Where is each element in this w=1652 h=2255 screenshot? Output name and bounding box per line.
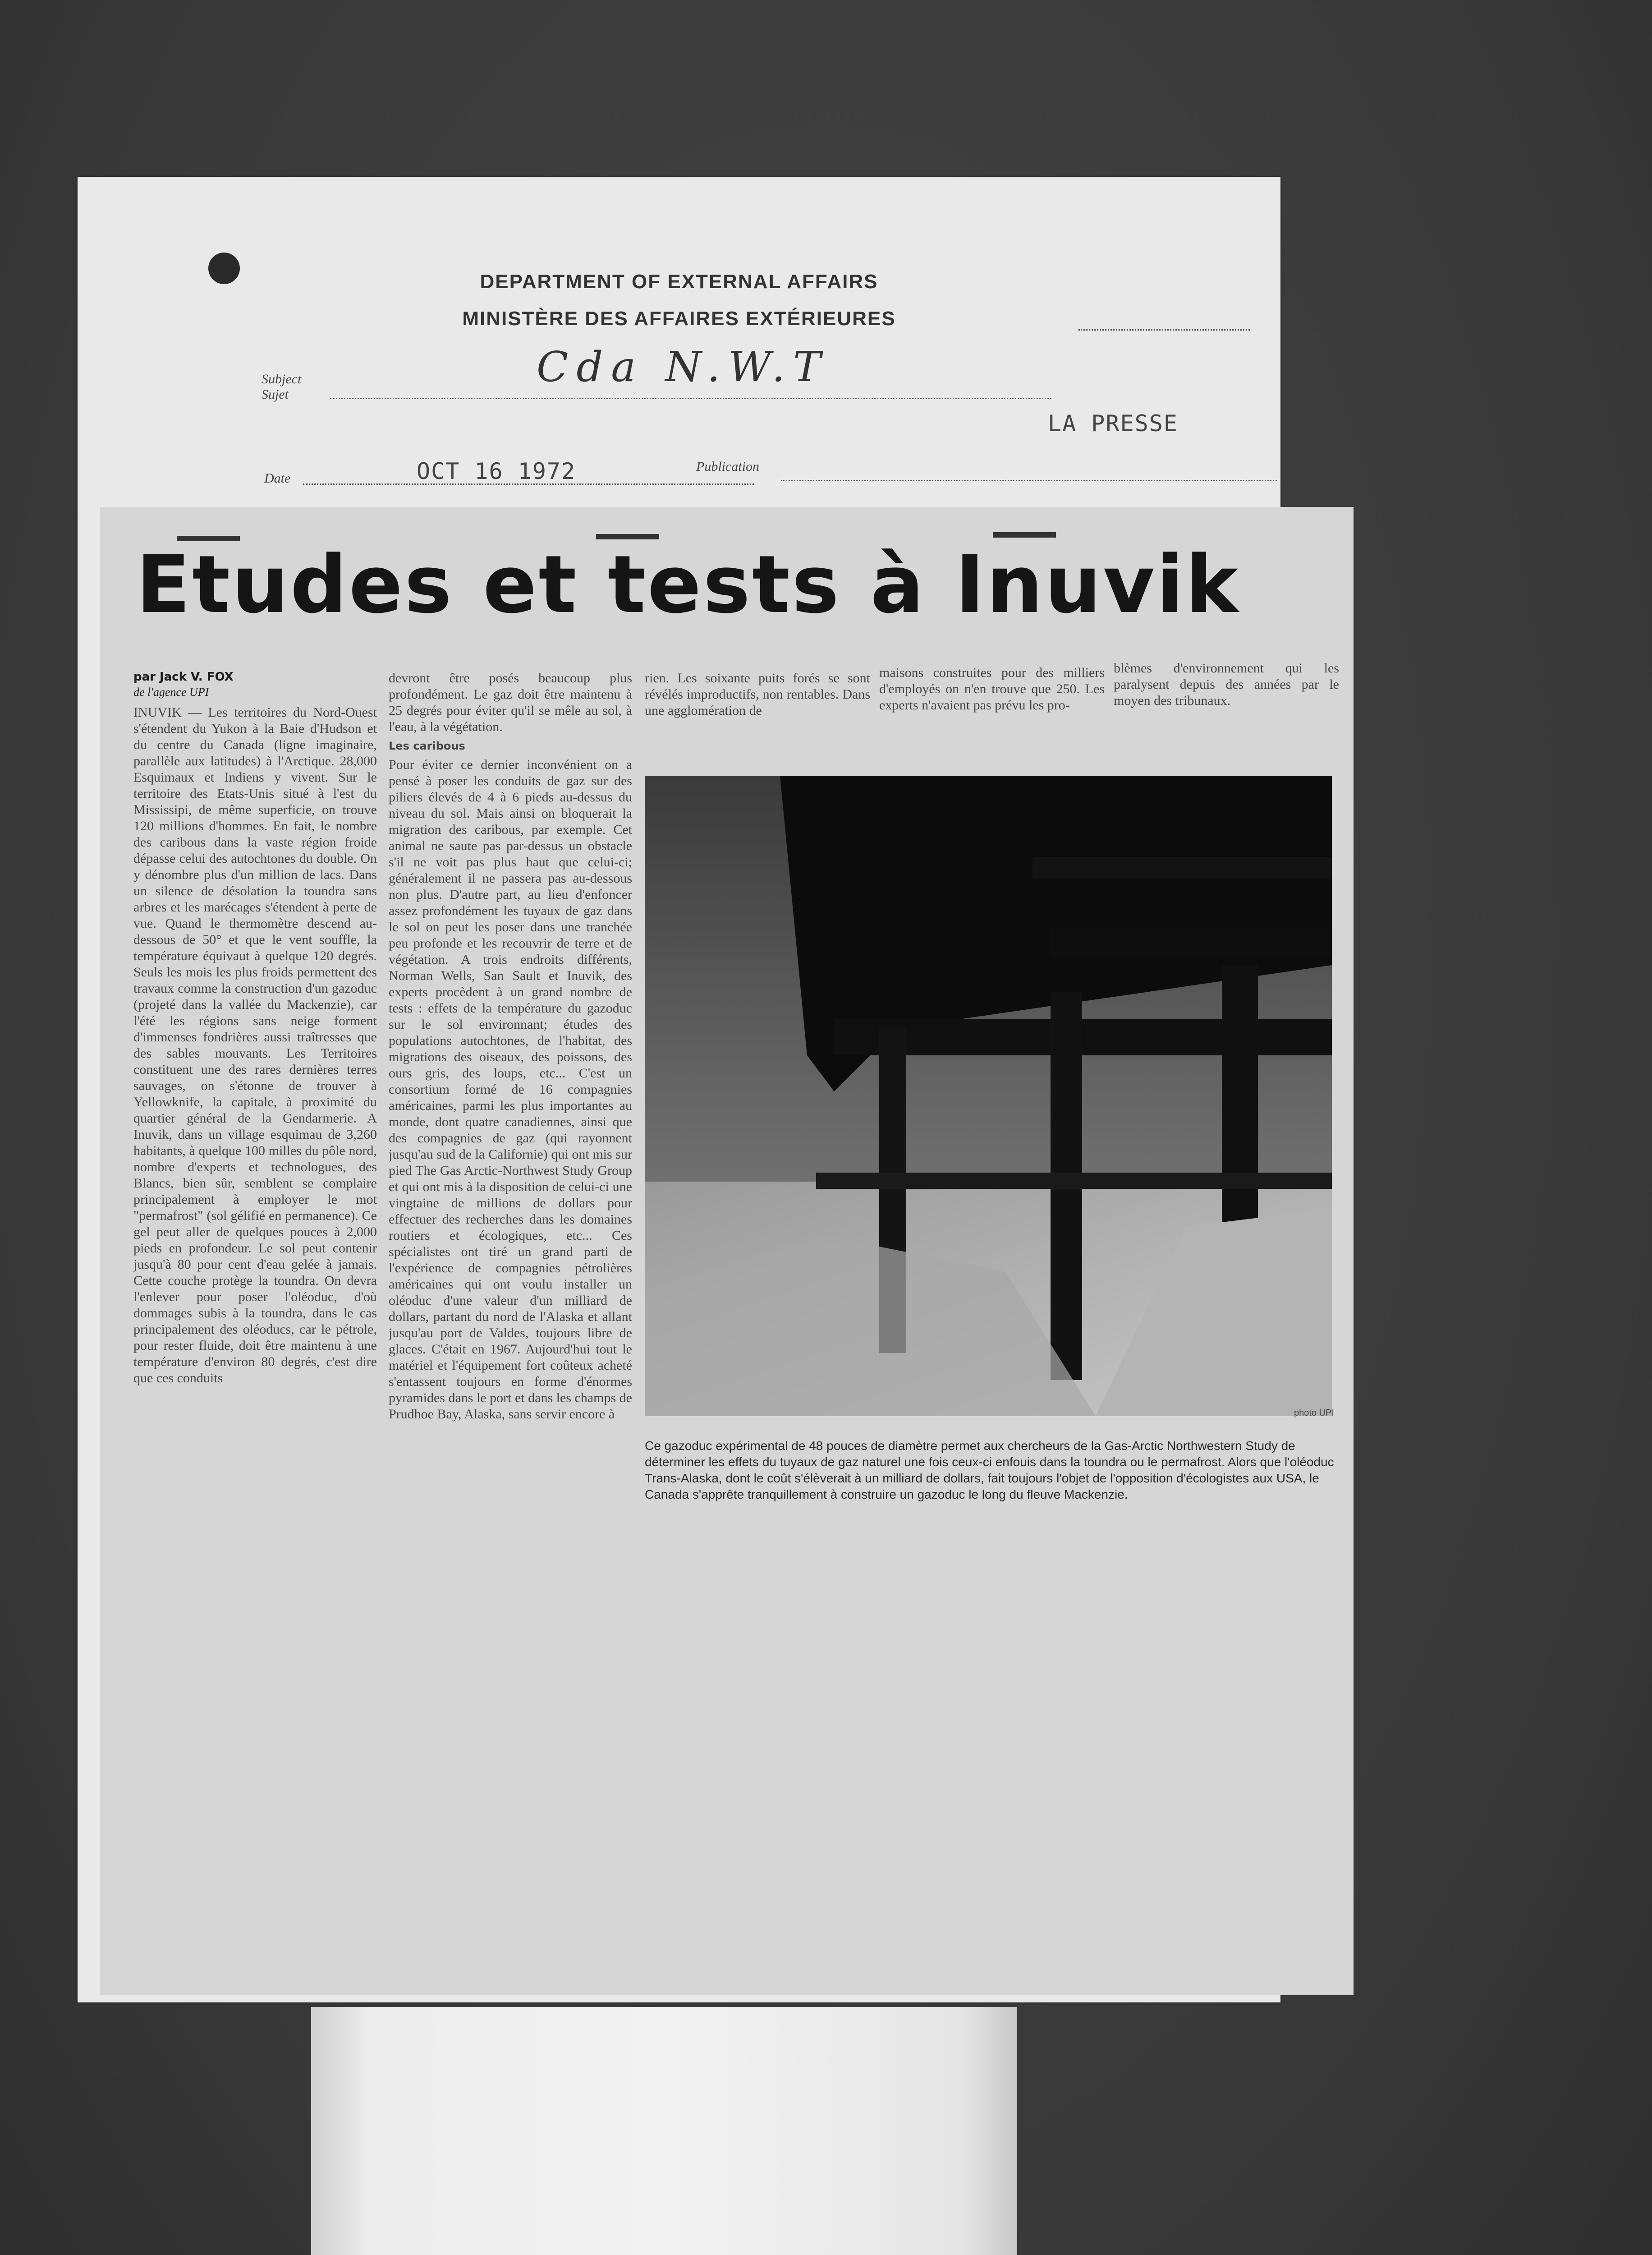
publication-value: LA PRESSE [1048, 410, 1178, 437]
article-column-5: blèmes d'environnement qui les paralysent depuis des années par le moyen des tribunaux. [1114, 661, 1339, 708]
pipeline-photo-image [645, 776, 1332, 1416]
subhead-caribous: Les caribous [389, 740, 465, 752]
photo-caption: Ce gazoduc expérimental de 48 pouces de diamètre permet aux chercheurs de la Gas-Arctic Northwestern Study de déterminer les effets du tuyaux de gaz naturel une fois ceux-ci enfouis dans la toundra ou le permafrost. Alors que l'oléoduc Trans-Alaska, dont le coût s'élèverait à un milliard de dollars, fait toujours l'objet de l'opposition d'écologistes aux USA, le Canada s'apprête tranquillement à construire un gazoduc le long du fleuve Mackenzie. [645, 1439, 1334, 1501]
byline: par Jack V. FOX [133, 670, 234, 684]
newspaper-clipping [100, 507, 1354, 1995]
department-title-fr: MINISTÈRE DES AFFAIRES EXTÉRIEURES [462, 308, 896, 330]
subject-label-fr: Sujet [262, 387, 289, 402]
column-rule [993, 532, 1056, 538]
department-title-en: DEPARTMENT OF EXTERNAL AFFAIRS [480, 271, 878, 293]
column-2-body: Pour éviter ce dernier inconvénient on a pensé à poser les conduits de gaz sur des piliers élevés de 4 à 6 pieds au-dessus du niveau du sol. Mais ainsi on bloquerait la migration des caribous, par exemple. Cet animal ne saute pas par-dessus un obstacle s'il ne voit pas plus haut que celui-ci; généralement il ne passera pas au-dessous non plus. D'autre part, au lieu d'enfoncer assez profondément les tuyaux de gaz dans le sol on peut les poser dans une tranchée peu profonde et les recouvrir de terre et de végétation. A trois endroits différents, Norman Wells, San Sault et Inuvik, des experts procèdent à un grand nombre de tests : effets de la température du gazoduc sur le sol environnant; études des populations autochtones, de l'habitat, des migrations des oiseaux, des poissons, des ours gris, des loups, etc... C'est un consortium formé de 16 compagnies américaines, parmi les plus importantes au monde, dont quatre canadiennes, ainsi que des compagnies de gaz (qui rayonnent jusqu'au sud de la Californie) qui ont mis sur pied The Gas Arctic-Northwest Study Group et qui ont mis à la disposition de celui-ci une vingtaine de millions de dollars pour effectuer des recherches dans les domaines routiers et écologiques, etc... Ces spécialistes ont tiré un grand parti de l'expérience de compagnies pétrolières américaines qui ont voulu installer un oléoduc d'une valeur d'un milliard de dollars, partant du nord de l'Alaska et allant jusqu'au port de Valdes, toujours libre de glaces. C'était en 1967. Aujourd'hui tout le matériel et l'équipement fort coûteux acheté s'entassent toujours en forme d'énormes pyramides dans le port et dans les champs de Prudhoe Bay, Alaska, sans servir encore à [389, 757, 632, 1422]
subject-line [330, 398, 1051, 399]
blank-paper-slip [311, 2007, 1017, 2255]
article-column-3: rien. Les soixante puits forés se sont révélés improductifs, non rentables. Dans une agglomération de [645, 671, 870, 718]
date-value: OCT 16 1972 [417, 458, 576, 484]
date-label: Date [264, 471, 291, 486]
article-column-1: INUVIK — Les territoires du Nord-Ouest s'étendent du Yukon à la Baie d'Hudson et du centre du Canada (ligne imaginaire, parallèle aux latitudes) à l'Arctique. 28,000 Esquimaux et Indiens y vivent. Sur le territoire des Etats-Unis situé à l'est du Mississipi, de même superficie, on trouve 120 millions d'hommes. En fait, le nombre des caribous dans la vaste région froide dépasse celui des autochtones du double. On y dénombre plus d'un million de lacs. Dans un silence de désolation la toundra sans arbres et les marécages s'étendent à perte de vue. Quand le thermomètre descend au-dessous de 50° et que le vent souffle, la température équivaut à quelque 120 degrés. Seuls les mois les plus froids permettent des travaux comme la construction d'un gazoduc (projeté dans la vallée du Mackenzie), car l'été les régions sans neige forment d'immenses fondrières aussi traîtresses que des sables mouvants. Les Territoires constituent une des rares dernières terres sauvages, on s'étonne de trouver à Yellowknife, la capitale, à proximité du quartier général de la Gendarmerie. A Inuvik, dans un village esquimau de 3,260 habitants, à quelque 100 milles du pôle nord, nombre d'experts et technologues, des Blancs, bien sûr, semblent se complaire principalement à employer le mot "permafrost" (sol gélifié en permanence). Ce gel peut aller de quelques pouces à 2,000 pieds en profondeur. Le sol peut contenir jusqu'à 80 pour cent d'eau gelée à jamais. Cette couche protège la toundra. On devra l'enlever pour poser l'oléoduc, d'où dommages subis à la toundra, dans le cas principalement des oléoducs, car le pétrole, pour rester fluide, doit être maintenu à une température d'environ 80 degrés, c'est dire que ces conduits [133, 705, 377, 1385]
pipeline-photo [645, 776, 1332, 1416]
publication-label: Publication [696, 459, 759, 474]
article-column-2 [389, 670, 632, 2005]
subject-value: Cda N.W.T [537, 343, 829, 391]
publication-line [781, 480, 1277, 481]
form-top-right-line [1078, 329, 1250, 331]
article-column-4: maisons construites pour des milliers d'employés on n'en trouve que 250. Les experts n'avaient pas prévu les pro- [879, 665, 1105, 713]
subject-label-en: Subject [262, 372, 302, 387]
agency-line: de l'agence UPI [133, 686, 209, 699]
column-2-intro: devront être posés beaucoup plus profondément. Le gaz doit être maintenu à 25 degrés pour éviter qu'il se mêle au sol, à l'eau, à la végétation. [389, 671, 632, 734]
photo-credit: photo UPI [1294, 1408, 1334, 1418]
headline: Etudes et tests à Inuvik [136, 538, 1240, 631]
